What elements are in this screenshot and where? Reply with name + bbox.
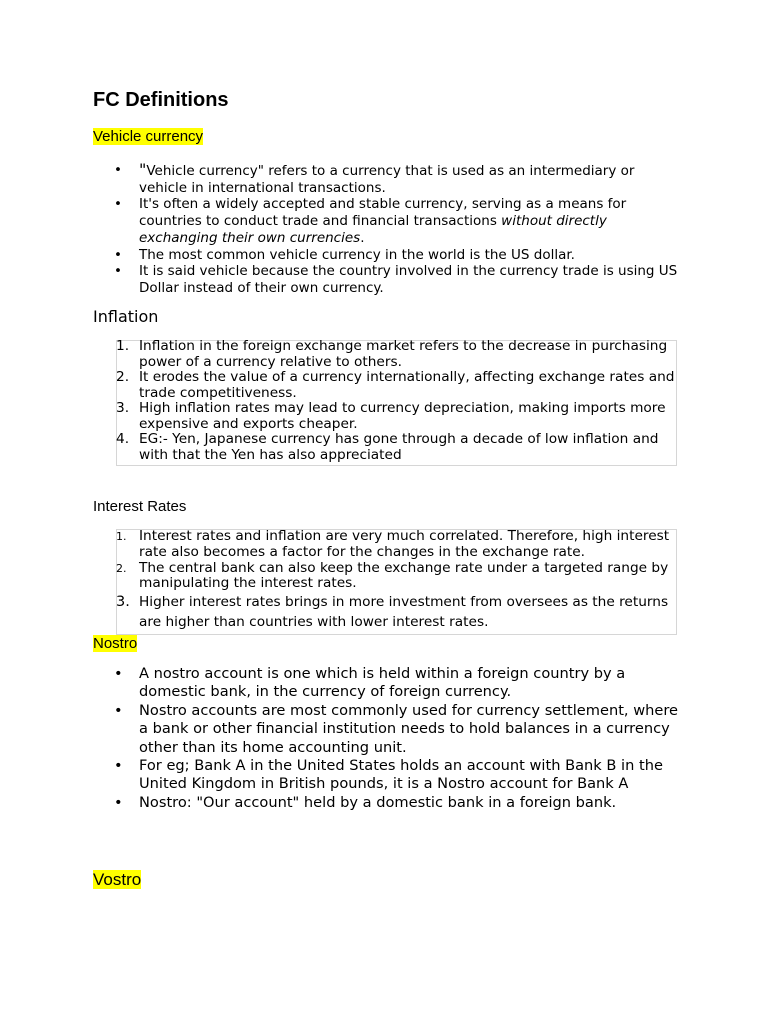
inflation-list [93,339,683,463]
list-item [93,247,683,264]
list-item-end: . [484,613,489,630]
heading-vehicle-currency-text: Vehicle currency [93,128,204,145]
list-item-text: It erodes the value of a currency internationally, affecting exchange rates and trade competitiveness. [139,369,675,401]
list-item-text: Nostro accounts are most commonly used for currency settlement, where a bank or other financial institution needs to hold balances in a currency other than its home accounting unit. [139,701,679,756]
list-number: 3. [116,400,130,416]
list-item-text: A nostro account is one which is held within a foreign country by a domestic bank, in the currency of foreign currency. [139,665,626,701]
list-item-text: It is said vehicle because the country involved in the currency trade is using US Dollar instead of their own currency. [139,263,678,296]
heading-vehicle-currency [93,128,203,145]
list-item [93,263,683,296]
list-item-text: For eg; Bank A in the United States holds an account with Bank B in the United Kingdom in British pounds, it is a Nostro account for Bank A [139,757,663,793]
heading-inflation: Inflation [93,307,159,326]
list-item [93,401,683,432]
list-number: 1. [116,338,130,354]
list-item [93,529,683,561]
list-item-text: Inflation in the foreign exchange market refers to the decrease in purchasing power of a currency relative to others. [139,338,668,370]
list-item [93,593,683,632]
list-item-text: High inflation rates may lead to currency depreciation, making imports more expensive and exports cheaper. [139,400,666,432]
list-item-end: . [360,229,365,246]
vehicle-currency-list [93,162,683,297]
document-title: FC Definitions [93,89,229,111]
heading-vostro-text: Vostro [93,870,142,889]
list-item-text: The most common vehicle currency in the world is the US dollar. [139,246,575,263]
list-item [93,196,683,246]
list-number: 2. [116,369,130,385]
list-item-text: It's often a widely accepted and stable currency, serving as a means for countries to conduct trade and financial transactions [139,196,627,230]
list-item [93,162,683,196]
list-item-text: Nostro: "Our account" held by a domestic bank in a foreign bank. [139,793,617,811]
heading-interest-rates: Interest Rates [93,498,187,515]
list-item-text: Higher interest rates brings in more investment from oversees as the returns are higher than countries with lower interest rates [139,594,669,630]
heading-nostro [93,635,137,652]
heading-nostro-text: Nostro [93,635,138,652]
list-item [93,432,683,463]
nostro-list [93,665,683,812]
list-number: 2. [116,561,127,575]
list-item [93,339,683,370]
list-number: 3. [116,594,130,611]
list-item [93,794,683,812]
quote-mark: " [139,160,147,179]
list-item [93,370,683,401]
list-item [93,665,683,702]
list-item-text: EG:- Yen, Japanese currency has gone through a decade of low inflation and with that the Yen has also appreciated [139,431,659,463]
heading-vostro [93,870,141,890]
list-item-emphasis: without directly exchanging their own currencies [139,213,607,246]
list-number: 1. [116,530,127,543]
list-number: 4. [116,431,130,447]
list-item [93,757,683,794]
interest-rates-list [93,529,683,632]
list-item-text: Vehicle currency" refers to a currency that is used as an intermediary or vehicle in international transactions. [139,163,635,196]
list-item-text: The central bank can also keep the exchange rate under a targeted range by manipulating the interest rates. [139,559,669,592]
list-item [93,561,683,593]
list-item-text: Interest rates and inflation are very much correlated. Therefore, high interest rate also becomes a factor for the changes in the exchange rate. [139,528,670,560]
list-item [93,702,683,757]
